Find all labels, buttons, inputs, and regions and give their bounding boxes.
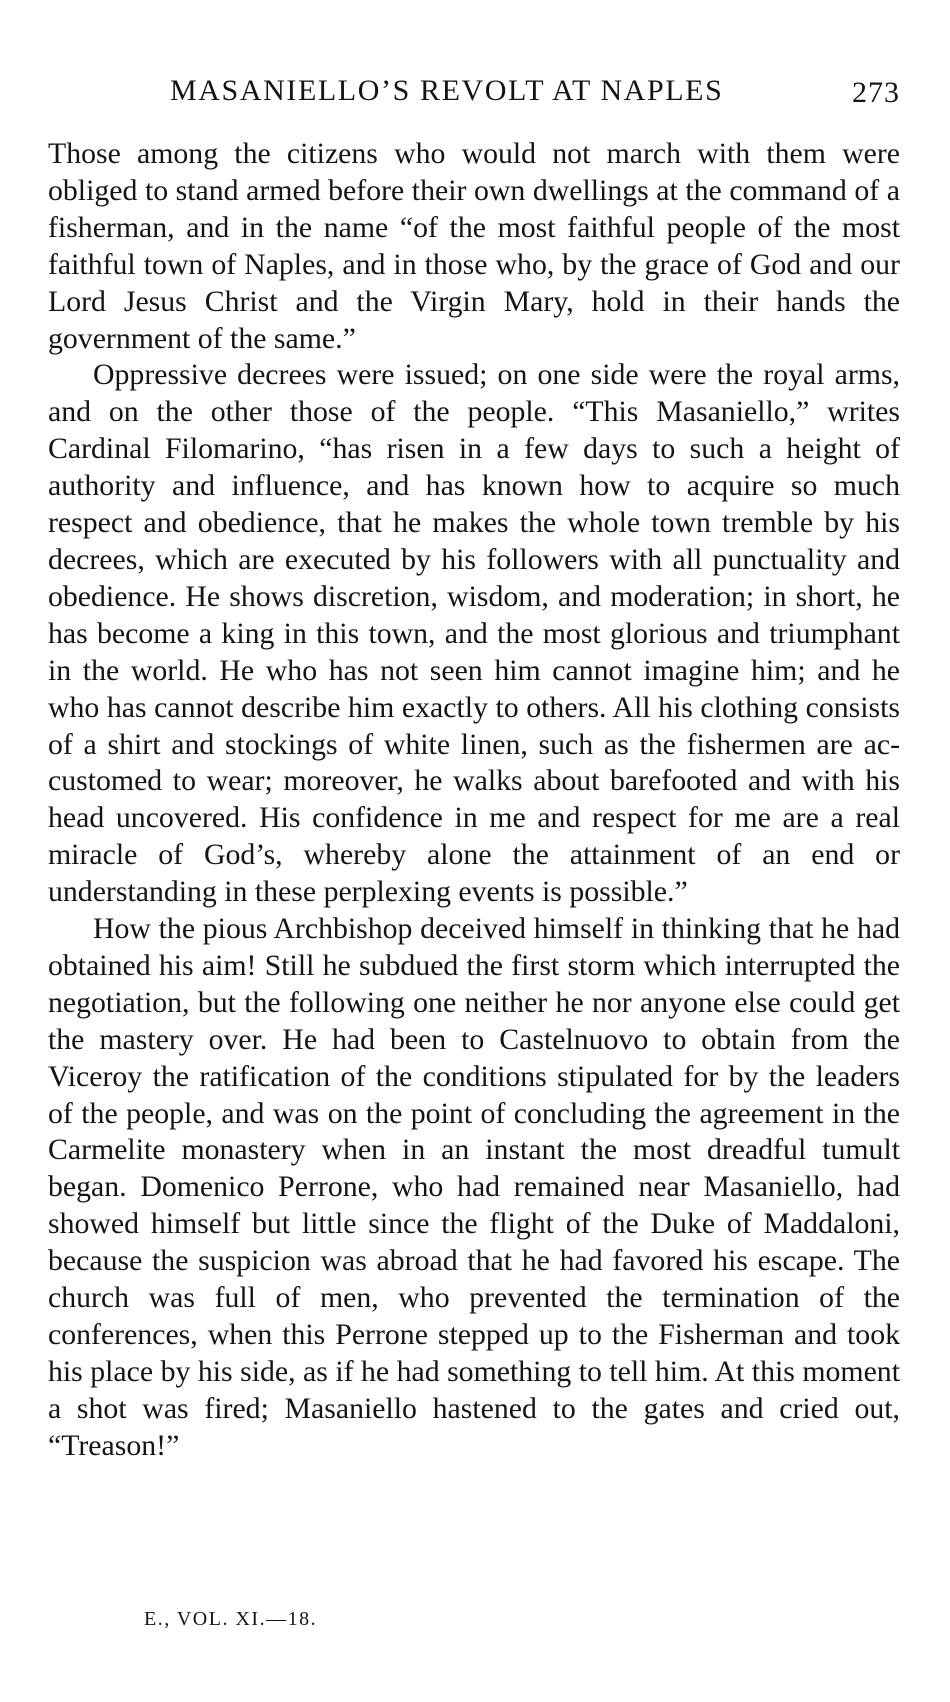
page-number: 273 — [852, 76, 900, 109]
running-head — [48, 74, 900, 114]
body-text — [48, 136, 900, 1465]
paragraph-archbishop-deceived: How the pious Archbishop deceived himself in thinking that he had obtained his aim! Still he subdued the first storm which interrupted the negotiation, but the following one neither he nor anyone else could get the mastery over. He had been to Castelnuovo to obtain from the Viceroy the ratification of the conditions stipulated for by the leaders of the people, and was on the point of concluding the agreement in the Carmelite monastery when in an instant the most dreadful tumult began. Domenico Perrone, who had remained near Masaniello, had showed himself but little since the flight of the Duke of Maddaloni, because the suspicion was abroad that he had favored his escape. The church was full of men, who prevented the termination of the conferences, when this Perrone stepped up to the Fisherman and took his place by his side, as if he had something to tell him. At this moment a shot was fired; Masaniello hastened to the gates and cried out, “Treason!” — [48, 912, 900, 1462]
paragraph-oppressive-decrees: Oppressive decrees were issued; on one side were the royal arms, and on the other those of the people. “This Masaniello,” writes Cardinal Filomarino, “has risen in a few days to such a height of authority and influence, and has known how to acquire so much respect and obedience, that he makes the whole town tremble by his decrees, which are executed by his followers with all punctuality and obedience. He shows discretion, wisdom, and moderation; in short, he has become a king in this town, and the most glorious and triumphant in the world. He who has not seen him cannot imagine him; and he who has cannot describe him exactly to others. All his clothing consists of a shirt and stockings of white linen, such as the fishermen are accustomed to wear; moreover, he walks about barefooted and with his head uncovered. His confidence in me and respect for me are a real miracle of God’s, whereby alone the attainment of an end or understanding in these perplexing events is possible.” — [48, 358, 900, 909]
signature-mark: E., VOL. XI.—18. — [144, 1608, 318, 1630]
running-title: MASANIELLO’S REVOLT AT NAPLES — [170, 74, 724, 107]
paragraph-citizens-armed: Those among the citizens who would not march with them were obliged to stand armed before their own dwellings at the command of a fisherman, and in the name “of the most faithful people of the most faithful town of Naples, and in those who, by the grace of God and our Lord Jesus Christ and the Virgin Mary, hold in their hands the government of the same.” — [48, 137, 900, 355]
